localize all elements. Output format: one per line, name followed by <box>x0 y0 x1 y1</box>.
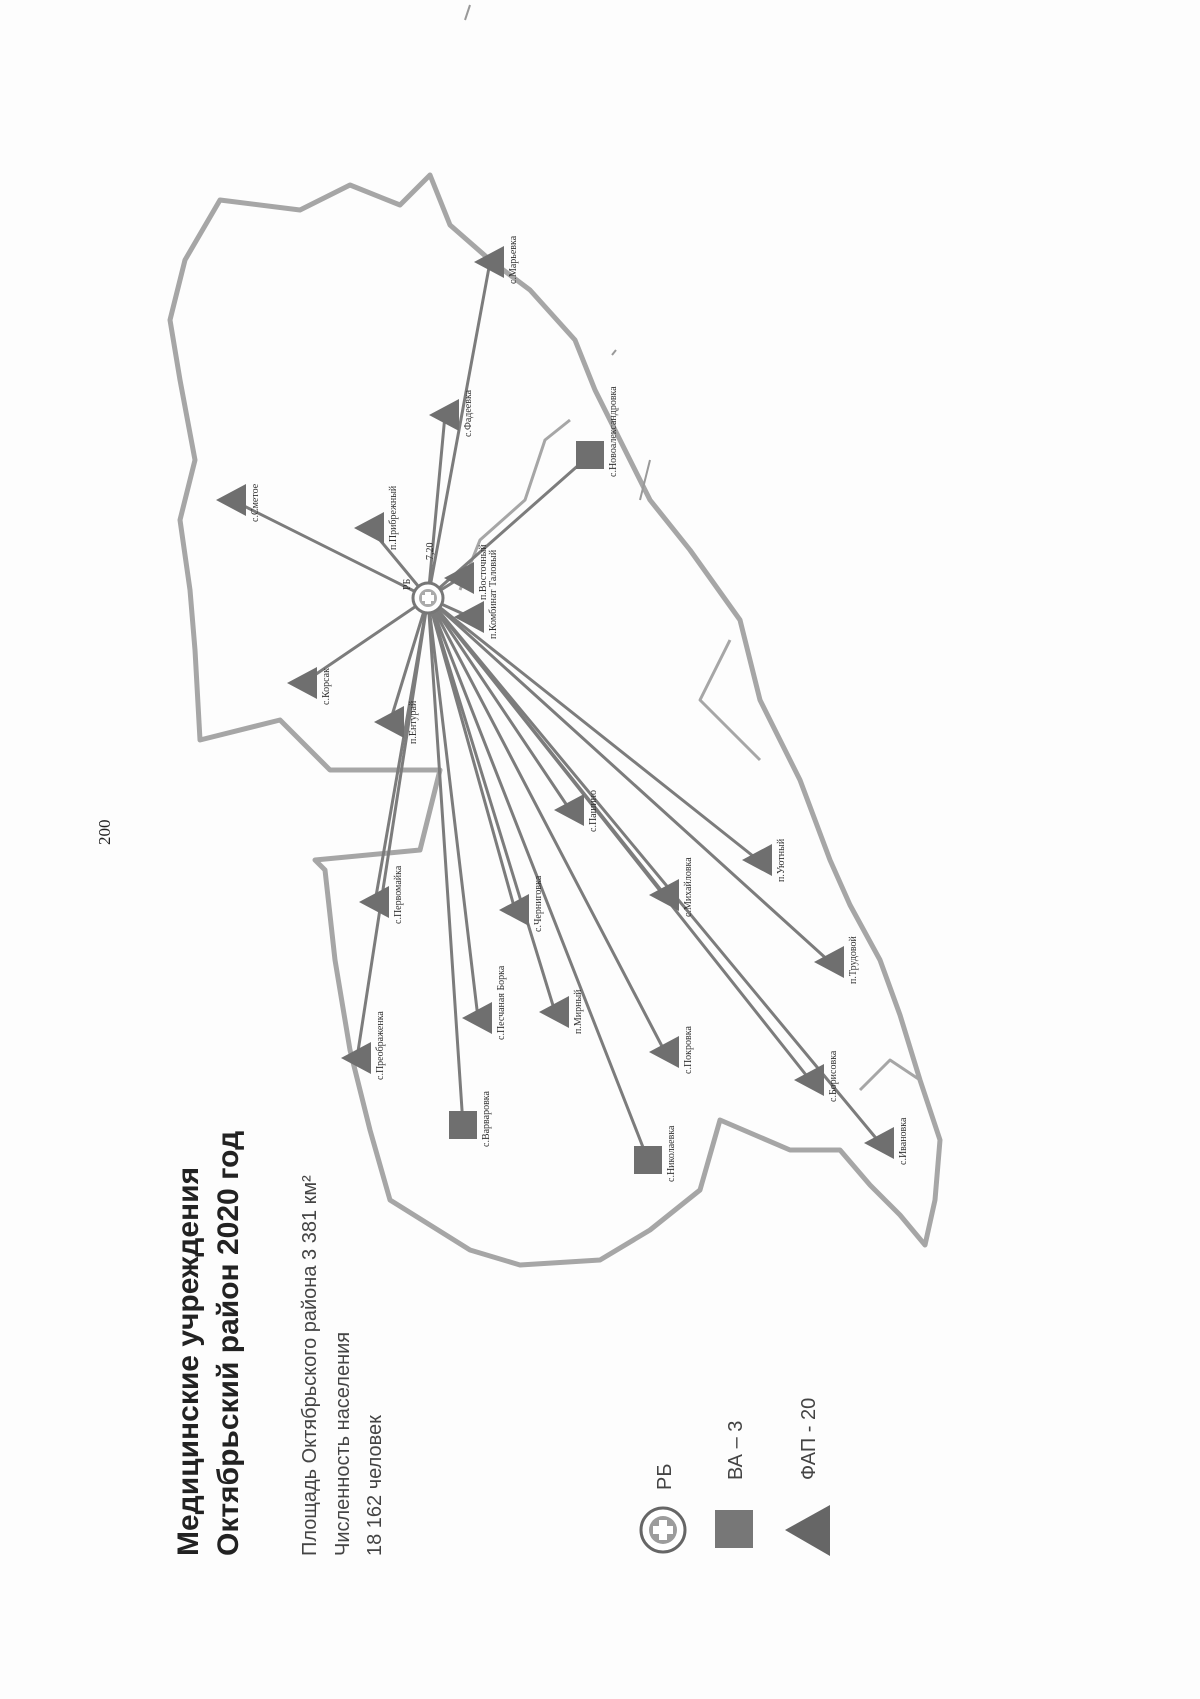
page-number: 200 <box>95 819 114 845</box>
ambulatory-square-icon <box>449 1111 477 1139</box>
fap-triangle-icon <box>554 794 584 826</box>
settlement-label: п.Восточный <box>478 544 489 600</box>
legend-item-fap <box>785 1398 830 1556</box>
square-icon <box>715 1510 753 1548</box>
settlement-label: с.Черниговка <box>533 875 544 932</box>
fap-triangle-icon <box>354 512 384 544</box>
connection-lines <box>232 262 880 1160</box>
settlement-label: п.Ентурай <box>408 700 419 744</box>
settlement-label: с.Песчаная Борка <box>496 965 507 1040</box>
fap-triangle-icon <box>374 706 404 738</box>
settlement-label: с.Первомайка <box>393 865 404 924</box>
legend-label-va: ВА – 3 <box>725 1420 747 1480</box>
route-line <box>357 598 428 1058</box>
fap-triangle-icon <box>359 886 389 918</box>
triangle-icon <box>785 1505 830 1556</box>
settlement-label: с.Марьевка <box>508 235 519 284</box>
distance-label: 7,20 <box>425 542 436 560</box>
route-line <box>428 598 830 962</box>
route-line <box>428 598 880 1143</box>
settlement-label: п.Прибрежный <box>388 485 399 550</box>
fap-triangle-icon <box>539 996 569 1028</box>
fap-triangle-icon <box>454 601 484 633</box>
fap-triangle-icon <box>864 1127 894 1159</box>
settlement-label: с.Ивановка <box>898 1117 909 1165</box>
fap-triangle-icon <box>287 667 317 699</box>
settlement-label: с.Преображенка <box>375 1011 386 1080</box>
settlement-label: с.Сметое <box>250 483 261 522</box>
population-label: Численность населения <box>332 1331 354 1556</box>
settlement-label: с.Пашино <box>588 789 599 832</box>
settlement-label: с.Корсак <box>321 668 332 705</box>
ambulatory-square-icon <box>576 441 604 469</box>
legend-item-va <box>715 1421 753 1548</box>
fap-triangle-icon <box>794 1064 824 1096</box>
hub-label: РБ <box>402 578 413 590</box>
map-legend <box>641 1398 830 1556</box>
settlement-label: с.Варваровка <box>481 1091 492 1147</box>
settlement-label: с.Покровка <box>683 1026 694 1074</box>
route-line <box>428 415 445 598</box>
fap-triangle-icon <box>742 844 772 876</box>
settlement-markers <box>216 235 909 1182</box>
settlement-label: п.Комбинат Таловый <box>488 549 499 639</box>
legend-label-fap: ФАП - 20 <box>798 1397 820 1480</box>
population-value: 18 162 человек <box>364 1415 386 1556</box>
settlement-label: с.Николаевка <box>666 1125 677 1182</box>
settlement-label: п.Мирный <box>573 989 584 1034</box>
settlement-label: п.Трудовой <box>848 936 859 984</box>
fap-triangle-icon <box>649 1036 679 1068</box>
settlement-label: с.Фадеевка <box>463 389 474 437</box>
fap-triangle-icon <box>499 894 529 926</box>
legend-label-rb: РБ <box>654 1463 676 1490</box>
settlement-label: с.Новоалександровка <box>608 386 619 477</box>
settlement-label: с.Михайловка <box>683 857 694 917</box>
legend-item-rb <box>641 1464 685 1552</box>
map-title-line1: Медицинские учреждения <box>172 1166 205 1556</box>
settlement-label: с.Борисовка <box>828 1050 839 1102</box>
settlement-label: п.Уютный <box>776 838 787 882</box>
ambulatory-square-icon <box>634 1146 662 1174</box>
area-text: Площадь Октябрьского района 3 381 км² <box>299 1175 321 1556</box>
map-title-line2: Октябрьский район 2020 год <box>212 1130 245 1556</box>
fap-triangle-icon <box>216 484 246 516</box>
district-border <box>170 175 940 1265</box>
